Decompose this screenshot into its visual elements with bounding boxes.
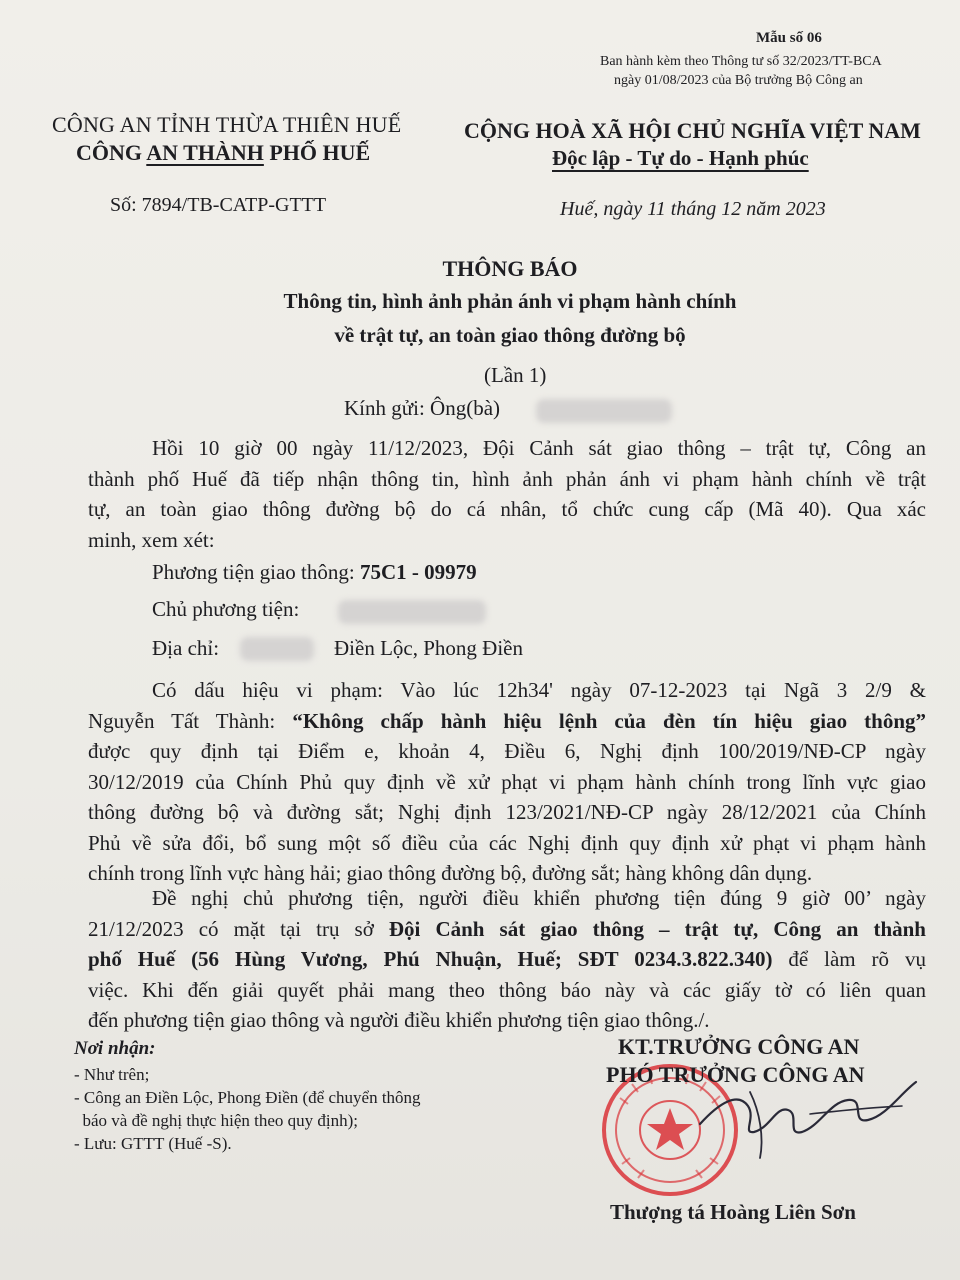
paragraph-text: 21/12/2023 có mặt tại trụ sở [88, 916, 389, 941]
recipient-label: Kính gửi: Ông(bà) [344, 396, 501, 420]
paragraph-line: đến phương tiện giao thông và người điều khiển phương tiện giao thông./. [88, 1008, 710, 1032]
redacted-address [240, 637, 314, 661]
redacted-recipient-name [536, 399, 672, 423]
org-name-underlined: AN THÀNH [146, 140, 264, 165]
org-name-part: PHỐ HUẾ [263, 140, 371, 165]
org-name-part: CÔNG [76, 140, 147, 165]
recipients-list [74, 1063, 421, 1155]
office-name: Đội Cảnh sát giao thông – trật tự, Công an thành [388, 916, 926, 941]
recipient-item: - Công an Điền Lộc, Phong Điền (để chuyển thông [74, 1088, 421, 1107]
paragraph-line: Hồi 10 giờ 00 ngày 11/12/2023, Đội Cảnh sát giao thông – trật tự, Công an [152, 436, 926, 460]
address-label: Địa chỉ: [152, 636, 220, 660]
document-number: Số: 7894/TB-CATP-GTTT [110, 194, 327, 216]
issue-number: (Lần 1) [484, 363, 547, 387]
paragraph-line: Phủ về sửa đổi, bổ sung một số điều của các Nghị định quy định xử phạt vi phạm hành [88, 830, 926, 855]
recipients-title: Nơi nhận: [74, 1038, 156, 1059]
org-parent: CÔNG AN TỈNH THỪA THIÊN HUẾ [52, 112, 402, 137]
violation-description: “Không chấp hành hiệu lệnh của đèn tín hiệu giao thông” [292, 708, 926, 733]
address-value: Điền Lộc, Phong Điền [334, 636, 523, 660]
paragraph-request [88, 883, 926, 1036]
paragraph-line [88, 706, 926, 737]
recipient-item: báo và đề nghị thực hiện theo quy định); [74, 1111, 358, 1130]
vehicle-label: Phương tiện giao thông: [152, 560, 360, 584]
recipient-item: - Lưu: GTTT (Huế -S). [74, 1134, 232, 1153]
signature-position: PHÓ TRƯỞNG CÔNG AN [606, 1062, 865, 1087]
redacted-owner-name [338, 600, 486, 624]
form-number: Mẫu số 06 [756, 30, 822, 46]
form-reference [600, 52, 882, 90]
paragraph-line: việc. Khi đến giải quyết phải mang theo thông báo này và các giấy tờ có liên quan [88, 977, 926, 1002]
nation-motto: Độc lập - Tự do - Hạnh phúc [552, 146, 809, 170]
paragraph-line: chính trong lĩnh vực hàng hải; giao thông đường bộ, đường sắt; hàng không dân dụng. [88, 861, 813, 885]
paragraph-text: Nguyễn Tất Thành: [88, 708, 293, 733]
office-address: phố Huế (56 Hùng Vương, Phú Nhuận, Huế; SĐT 0234.3.822.340) [88, 947, 773, 971]
address-info [152, 636, 523, 661]
paragraph-line: thông đường bộ và đường sắt; Nghị định 123/2021/NĐ-CP ngày 28/12/2021 của Chính [88, 800, 926, 824]
paragraph-line: được quy định tại Điểm e, khoản 4, Điều 6, Nghị định 100/2019/NĐ-CP ngày [88, 739, 926, 763]
paragraph-line [88, 944, 926, 975]
paragraph-line: Có dấu hiệu vi phạm: Vào lúc 12h34' ngày 07-12-2023 tại Ngã 3 2/9 & [152, 678, 926, 702]
signature-title: KT.TRƯỞNG CÔNG AN [618, 1034, 860, 1059]
vehicle-info [152, 560, 477, 585]
paragraph-intro [88, 433, 926, 555]
recipient-item: - Như trên; [74, 1065, 150, 1084]
owner-label: Chủ phương tiện: [152, 597, 300, 621]
form-reference-line: Ban hành kèm theo Thông tư số 32/2023/TT-BCA [600, 54, 882, 69]
paragraph-line: thành phố Huế đã tiếp nhận thông tin, hình ảnh phản ánh vi phạm hành chính về trật [88, 466, 926, 491]
paragraph-line: Đề nghị chủ phương tiện, người điều khiển phương tiện đúng 9 giờ 00’ ngày [152, 886, 926, 910]
document-date: Huế, ngày 11 tháng 12 năm 2023 [560, 198, 826, 220]
document-subtitle: về trật tự, an toàn giao thông đường bộ [334, 323, 686, 347]
paragraph-line [88, 914, 926, 945]
vehicle-plate: 75C1 - 09979 [359, 560, 477, 584]
paragraph-violation [88, 675, 926, 889]
form-reference-line: ngày 01/08/2023 của Bộ trưởng Bộ Công an [614, 73, 863, 88]
paragraph-line: tự, an toàn giao thông đường bộ do cá nhân, tổ chức cung cấp (Mã 40). Qua xác [88, 497, 926, 521]
nation-title: CỘNG HOÀ XÃ HỘI CHỦ NGHĨA VIỆT NAM [464, 118, 921, 143]
document-title: THÔNG BÁO [442, 256, 578, 281]
paragraph-text: để làm rõ vụ [772, 947, 926, 971]
org-name [76, 140, 370, 166]
paragraph-line: 30/12/2019 của Chính Phủ quy định về xử phạt vi phạm hành chính trong lĩnh vực giao [88, 769, 926, 794]
signer-name: Thượng tá Hoàng Liên Sơn [610, 1200, 856, 1224]
document-subtitle: Thông tin, hình ảnh phản ánh vi phạm hành chính [283, 289, 737, 313]
paragraph-line: minh, xem xét: [88, 527, 215, 552]
